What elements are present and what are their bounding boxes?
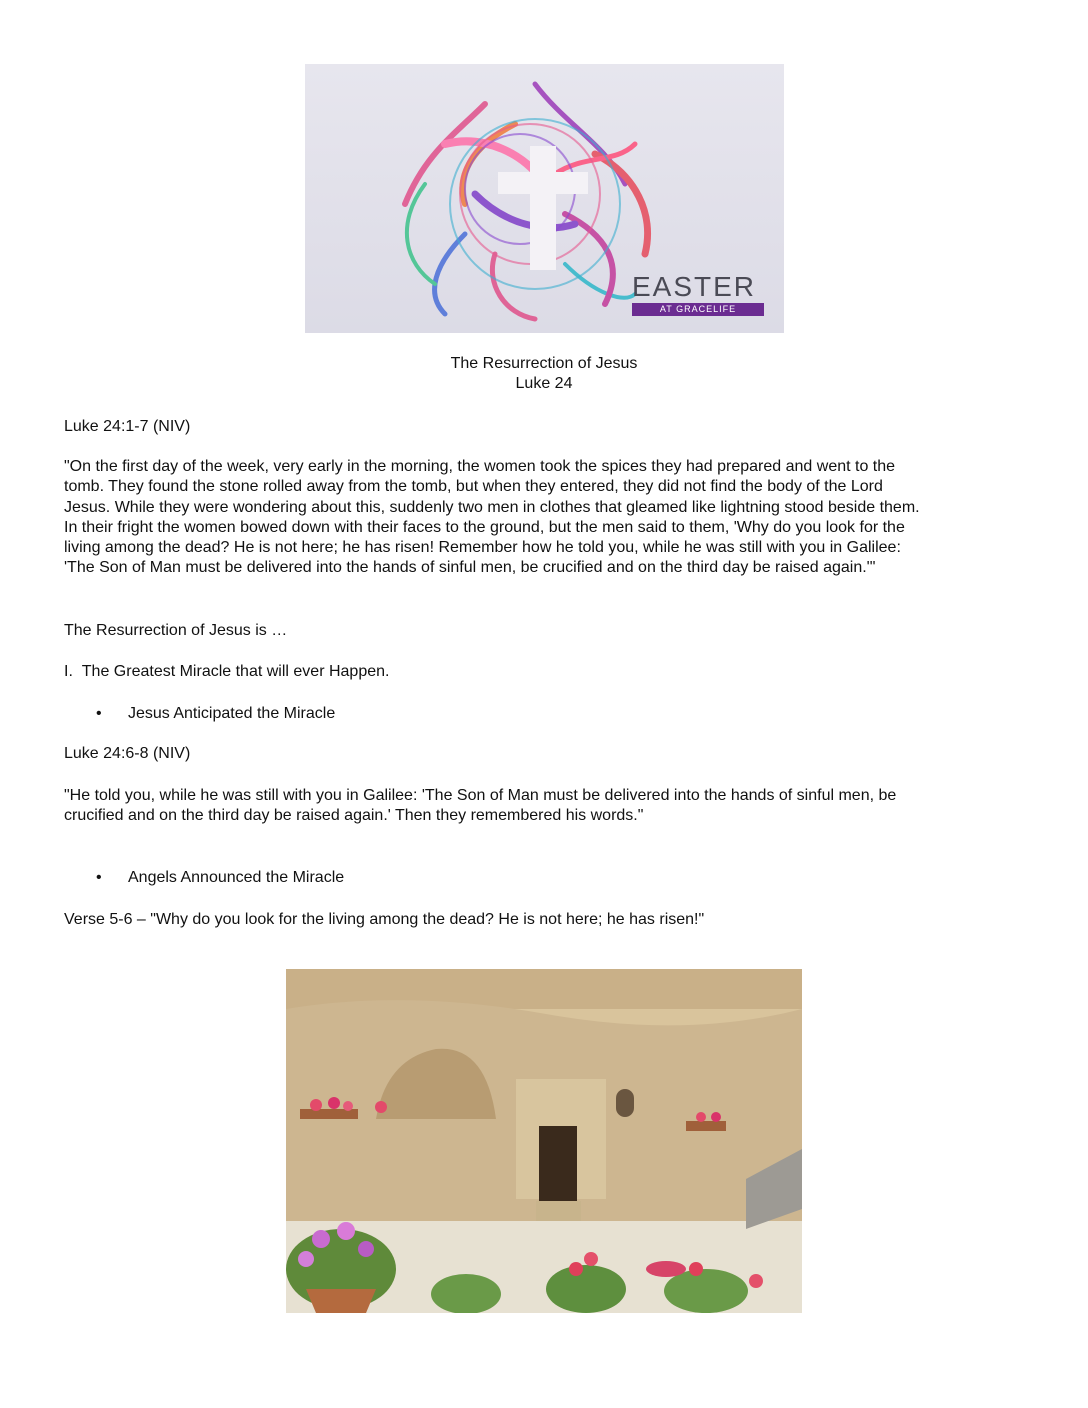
verse-quote: Verse 5-6 – "Why do you look for the living among the dead? He is not here; he has risen!" xyxy=(64,911,705,928)
cross-horizontal xyxy=(498,172,588,194)
passage-line: living among the dead? He is not here; he has risen! Remember how he told you, while he was still with you in Galilee: xyxy=(64,539,901,557)
scripture-reference: Luke 24:1-7 (NIV) xyxy=(64,418,191,435)
point-text: The Greatest Miracle that will ever Happen. xyxy=(81,663,390,680)
passage-line: Jesus. While they were wondering about this, suddenly two men in clothes that gleamed like lightning stood beside them. xyxy=(64,498,920,516)
passage-line: "He told you, while he was still with you in Galilee: 'The Son of Man must be delivered into the hands of sinful men, be xyxy=(64,787,897,804)
scripture-passage xyxy=(64,457,1029,579)
passage-line: "On the first day of the week, very early in the morning, the women took the spices they had prepared and went to the xyxy=(64,458,896,475)
easter-logo-subtitle: AT GRACELIFE xyxy=(632,303,764,316)
passage-line: 'The Son of Man must be delivered into the hands of sinful men, be crucified and on the third day be raised again.'" xyxy=(64,559,876,577)
scripture-reference: Luke 24:6-8 (NIV) xyxy=(64,745,191,762)
bullet-item xyxy=(96,868,344,888)
bullet-item xyxy=(96,704,335,724)
bullet-text: Jesus Anticipated the Miracle xyxy=(128,705,336,722)
tomb-illustration xyxy=(286,969,802,1313)
document-title: The Resurrection of Jesus xyxy=(450,355,638,372)
intro-text: The Resurrection of Jesus is … xyxy=(64,622,288,639)
point-heading xyxy=(64,662,389,682)
point-numeral: I. xyxy=(64,663,73,680)
cross-vertical xyxy=(530,146,556,270)
bullet-symbol: • xyxy=(96,869,102,886)
scripture-passage xyxy=(64,786,1029,827)
bullet-symbol: • xyxy=(96,705,102,722)
document-subtitle: Luke 24 xyxy=(515,375,573,392)
garden-tomb-photo xyxy=(286,969,802,1313)
bullet-text: Angels Announced the Miracle xyxy=(128,869,345,886)
passage-line: tomb. They found the stone rolled away from the tomb, but when they entered, they did not find the body of the Lord xyxy=(64,478,883,496)
easter-logo-word: EASTER xyxy=(632,271,757,302)
passage-line: In their fright the women bowed down with their faces to the ground, but the men said to them, 'Why do you look for the xyxy=(64,518,905,536)
passage-line: crucified and on the third day be raised again.' Then they remembered his words." xyxy=(64,807,644,825)
